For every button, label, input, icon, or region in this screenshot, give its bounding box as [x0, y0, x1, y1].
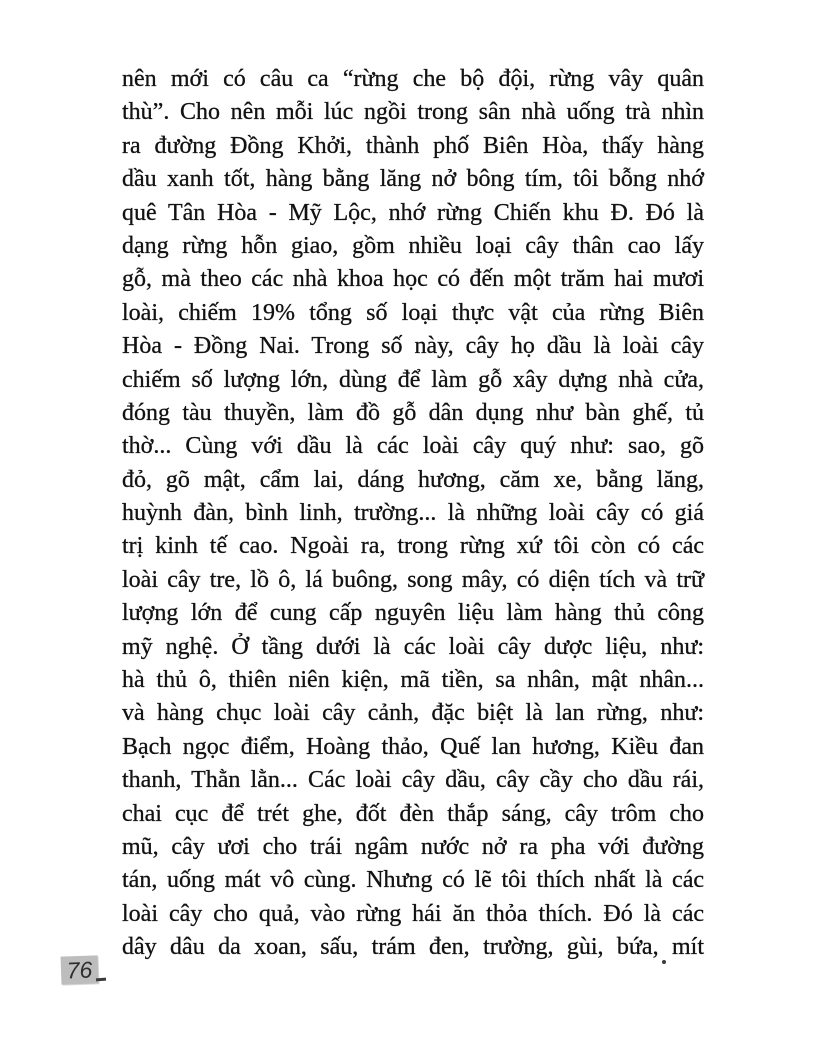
scan-artifact-mark — [96, 978, 106, 981]
text-line: đóng tàu thuyền, làm đồ gỗ dân dụng như bàn ghế, tủ — [122, 399, 704, 426]
text-line: ra đường Đồng Khởi, thành phố Biên Hòa, thấy hàng — [122, 132, 704, 159]
text-line: nên mới có câu ca “rừng che bộ đội, rừng vây quân — [122, 66, 704, 92]
text-line: huỳnh đàn, bình linh, trường... là những loài cây có giá — [122, 500, 704, 527]
text-line: gỗ, mà theo các nhà khoa học có đến một trăm hai mươi — [122, 266, 704, 293]
text-line: Bạch ngọc điểm, Hoàng thảo, Quế lan hương, Kiều đan — [122, 733, 704, 760]
text-line: lượng lớn để cung cấp nguyên liệu làm hàng thủ công — [122, 600, 704, 627]
text-line: thanh, Thằn lằn... Các loài cây dầu, cây cầy cho dầu rái, — [122, 767, 704, 794]
text-line: chai cục để trét ghe, đốt đèn thắp sáng, cây trôm cho — [122, 800, 704, 827]
text-line: dầu xanh tốt, hàng bằng lăng nở bông tím, tôi bỗng nhớ — [122, 166, 704, 193]
text-line: loài cây tre, lồ ô, lá buông, song mây, có diện tích và trữ — [122, 566, 704, 593]
text-line: chiếm số lượng lớn, dùng để làm gỗ xây dựng nhà cửa, — [122, 366, 704, 393]
text-line: mỹ nghệ. Ở tầng dưới là các loài cây dược liệu, như: — [122, 633, 704, 660]
text-line: đỏ, gõ mật, cẩm lai, dáng hương, căm xe, bằng lăng, — [122, 466, 704, 493]
page-number-highlight — [61, 955, 99, 984]
page-number: 76 — [66, 956, 93, 983]
text-line: loài, chiếm 19% tổng số loại thực vật của rừng Biên — [122, 299, 704, 326]
text-line: thù”. Cho nên mỗi lúc ngồi trong sân nhà uống trà nhìn — [122, 99, 704, 126]
text-line: tán, uống mát vô cùng. Nhưng có lẽ tôi thích nhất là các — [122, 867, 704, 894]
text-line: quê Tân Hòa - Mỹ Lộc, nhớ rừng Chiến khu Đ. Đó là — [122, 199, 704, 226]
text-line: hà thủ ô, thiên niên kiện, mã tiền, sa nhân, mật nhân... — [122, 667, 704, 694]
text-line: và hàng chục loài cây cảnh, đặc biệt là lan rừng, như: — [122, 700, 704, 727]
scan-artifact-dot — [662, 960, 666, 964]
text-line: loài cây cho quả, vào rừng hái ăn thỏa thích. Đó là các — [122, 900, 704, 927]
text-line: mũ, cây ươi cho trái ngâm nước nở ra pha với đường — [122, 833, 704, 860]
text-line: trị kinh tế cao. Ngoài ra, trong rừng xứ tôi còn có các — [122, 533, 704, 560]
body-text — [122, 63, 704, 965]
text-line: Hòa - Đồng Nai. Trong số này, cây họ dầu là loài cây — [122, 333, 704, 360]
text-line: dây dâu da xoan, sấu, trám đen, trường, gùi, bứa, mít — [122, 934, 704, 961]
text-line: thờ... Cùng với dầu là các loài cây quý như: sao, gõ — [122, 433, 704, 460]
text-line: dạng rừng hỗn giao, gồm nhiều loại cây thân cao lấy — [122, 232, 704, 259]
